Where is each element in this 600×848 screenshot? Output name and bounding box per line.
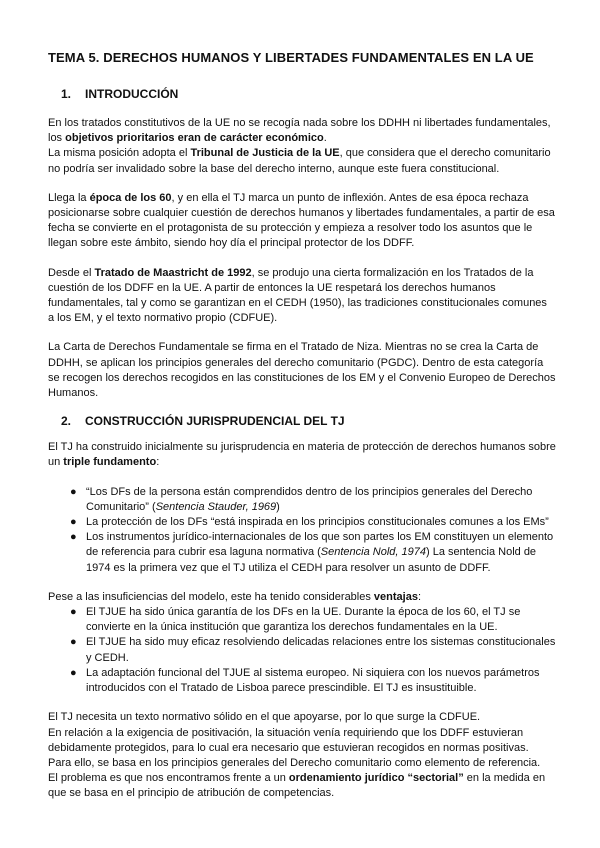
text-run: Desde el	[48, 266, 95, 279]
text-run: La protección de los DFs “está inspirada en los principios constitucionales comunes a los EMs”	[86, 516, 549, 529]
italic-text: Sentencia Nold, 1974	[320, 546, 426, 559]
bullet-icon: ●	[70, 485, 77, 498]
bold-text: Tribunal de Justicia de la UE	[190, 147, 340, 160]
text-run: en la medida en que se basa en el principio de atribución de competencias.	[48, 772, 546, 800]
text-run: , se produjo una cierta formalización en los Tratados de la cuestión de los DDFF en la UE. A partir de entonces la UE respetará los derechos humanos fundamentales, tal y como se garantizan en el CEDH (1950), las tradiciones constitucionales comunes a los EM, y el texto normativo propio (CDFUE).	[48, 266, 547, 325]
section-1-number: 1.	[61, 87, 72, 101]
intro-paragraph-5: La Carta de Derechos Fundamentale se firma en el Tratado de Niza. Mientras no se crea la Carta de DDHH, se aplican los principios generales del derecho comunitario (PGDC). Dentro de esta categoría se recogen los derechos recogidos en las constituciones de los EM y el Convenio Europeo de Derechos Humanos.	[48, 341, 556, 400]
document-page	[48, 50, 556, 802]
bullet-icon: ●	[70, 606, 77, 619]
text-run: Pese a las insuficiencias del modelo, este ha tenido considerables	[48, 590, 374, 603]
section-2-title: CONSTRUCCIÓN JURISPRUDENCIAL DEL TJ	[85, 414, 345, 429]
italic-text: Sentencia Stauder, 1969	[155, 500, 277, 513]
text-run: En los tratados constitutivos de la UE no se recogía nada sobre los DDHH ni libertades fundamentales, los	[48, 117, 551, 145]
text-run: La adaptación funcional del TJUE al sistema europeo. Ni siquiera con los nuevos parámetros introducidos con el Tratado de Lisboa parece prescindible. El TJ es insustituible.	[86, 666, 540, 695]
text-run: La misma posición adopta el	[48, 147, 191, 160]
list-item	[48, 666, 556, 696]
text-run: , y en ella el TJ marca un punto de inflexión. Antes de esa época rechaza posicionarse sobre cualquier cuestión de derechos humanos y libertades fundamentales, a partir de esa fecha se convierte en el protagonista de su protección y empieza a resolver todo los asuntos que le llegan sobre este ámbito, siendo hoy día el principal protector de los DDFF.	[48, 191, 555, 250]
bold-text: ventajas	[373, 590, 418, 603]
section-1-title: INTRODUCCIÓN	[85, 87, 179, 101]
list-item	[48, 605, 556, 635]
document-title: TEMA 5. DERECHOS HUMANOS Y LIBERTADES FUNDAMENTALES EN LA UE	[48, 50, 534, 65]
text-run: :	[417, 590, 422, 603]
bold-text: triple fundamento	[63, 456, 157, 469]
bullet-icon: ●	[70, 531, 77, 544]
list-item	[48, 515, 556, 530]
tj-paragraph-3	[48, 710, 556, 801]
text-run: El TJ ha construido inicialmente su jurisprudencia en materia de protección de derechos humanos sobre un	[48, 441, 556, 469]
intro-paragraph-3	[48, 191, 556, 252]
bold-text: objetivos prioritarios eran de carácter económico	[65, 132, 324, 145]
ventajas-list	[48, 605, 556, 696]
text-run: “Los DFs de la persona están comprendidos dentro de los principios generales del Derecho Comunitario” (	[86, 485, 533, 513]
text-run: :	[156, 456, 160, 469]
text-run: En relación a la exigencia de positivación, la situación venía requiriendo que los DDFF estuvieran debidamente protegidos, para lo cual era necesario que estuvieran recogidos en normas positivas.	[48, 726, 529, 754]
text-run: ) La sentencia Nold de 1974 es la primera vez que el TJ utiliza el CEDH para resolver un asunto de DDFF.	[86, 546, 537, 574]
list-item	[48, 635, 556, 665]
text-run: El problema es que nos encontramos frente a un	[48, 772, 289, 785]
intro-paragraph-2	[48, 146, 556, 176]
section-1-heading	[48, 87, 556, 101]
bold-text: época de los 60	[89, 191, 172, 204]
bullet-icon: ●	[70, 516, 77, 529]
text-run: , que considera que el derecho comunitario no podría ser invalidado sobre la base del derecho interno, aunque este fuera constitucional.	[48, 147, 551, 175]
text-run: .	[323, 132, 327, 145]
bold-text: ordenamiento jurídico “sectorial”	[288, 772, 464, 785]
text-run: Llega la	[48, 191, 90, 204]
text-run: El TJ necesita un texto normativo sólido en el que apoyarse, por lo que surge la CDFUE.	[48, 711, 481, 724]
text-run: El TJUE ha sido muy eficaz resolviendo delicadas relaciones entre los sistemas constitucionales y CEDH.	[86, 636, 556, 664]
text-run: El TJUE ha sido única garantía de los DFs en la UE. Durante la época de los 60, el TJ se convierte en la única institución que garantiza los derechos fundamentales en la UE.	[86, 606, 521, 634]
tj-paragraph-1	[48, 440, 556, 470]
tj-paragraph-2	[48, 590, 556, 605]
intro-paragraph-1	[48, 116, 556, 146]
text-run: Para ello, se basa en los principios generales del Derecho comunitario como elemento de referencia.	[48, 756, 541, 769]
section-2-heading	[48, 414, 556, 428]
text-run: )	[276, 500, 280, 513]
bullet-icon: ●	[70, 636, 77, 649]
list-item	[48, 485, 556, 515]
text-run: Los instrumentos jurídico-internacionales de los que son partes los EM constituyen un elemento de referencia para cubrir esa laguna normativa (	[86, 531, 554, 559]
fundamento-list	[48, 485, 556, 576]
list-item	[48, 530, 556, 576]
bullet-icon: ●	[70, 666, 77, 679]
section-2-number: 2.	[61, 414, 72, 429]
intro-paragraph-4	[48, 266, 556, 327]
bold-text: Tratado de Maastricht de 1992	[94, 266, 252, 279]
